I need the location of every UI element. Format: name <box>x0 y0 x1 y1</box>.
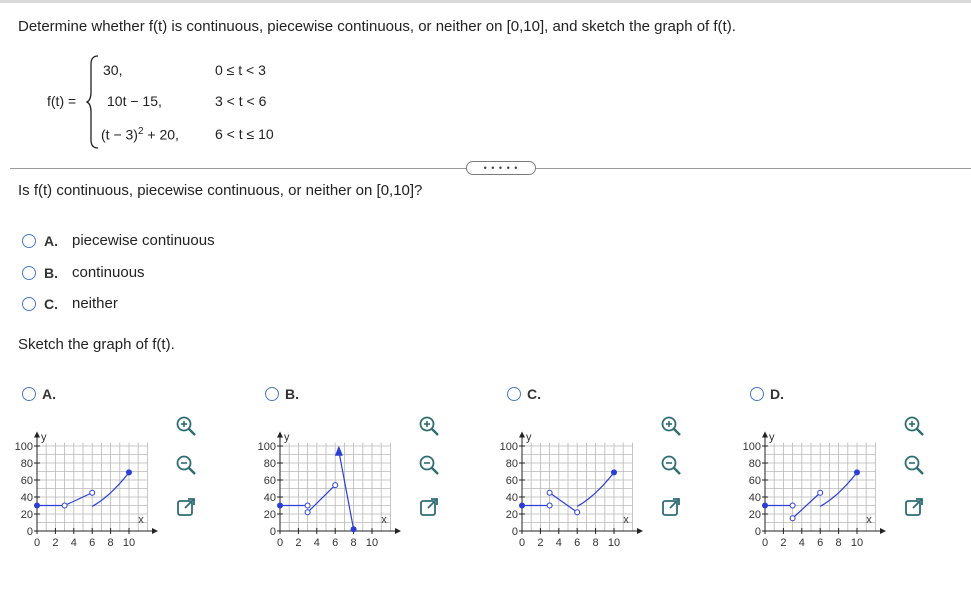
graph-d-open-new-window-icon[interactable] <box>903 496 925 518</box>
graph-d-x-tick-label: 6 <box>817 537 824 549</box>
graph-b-open-point <box>305 510 310 515</box>
graph-d-y-tick-label: 60 <box>748 475 761 487</box>
graph-choice-a-letter: A. <box>42 386 56 402</box>
graph-d-closed-point <box>762 503 768 509</box>
graph-b-zoom-out-icon[interactable] <box>418 454 440 476</box>
graph-b-closed-point <box>351 526 357 532</box>
graph-b-y-tick-label: 100 <box>257 441 276 453</box>
graph-c-y-tick-label: 0 <box>511 526 518 538</box>
graph-b-x-tick-label: 2 <box>295 537 302 549</box>
graph-c-y-tick-label: 80 <box>505 458 518 470</box>
graph-a-x-arrow-icon <box>152 528 158 534</box>
graph-c-x-tick-label: 6 <box>574 537 581 549</box>
graph-a-x-tick-label: 4 <box>70 537 77 549</box>
graph-choice-b-letter: B. <box>285 386 299 402</box>
graph-a-y-tick-label: 40 <box>20 492 33 504</box>
case-2-condition: 3 < t < 6 <box>215 93 267 109</box>
graph-choice-b[interactable] <box>265 386 325 404</box>
graph-c-open-point <box>547 503 552 508</box>
graph-b-open-point <box>333 483 338 488</box>
graph-b-open-point <box>305 503 310 508</box>
graph-d-y-tick-label: 20 <box>748 509 761 521</box>
graph-b-up-arrow-icon <box>335 446 343 456</box>
graph-choice-a-radio[interactable] <box>22 387 36 401</box>
graph-a-closed-point <box>34 503 40 509</box>
graph-c-x-tick-label: 2 <box>537 537 544 549</box>
graph-a-x-tick-label: 10 <box>122 537 136 549</box>
graph-c-open-new-window-icon[interactable] <box>660 496 682 518</box>
case-3-rest: + 20, <box>143 126 179 143</box>
case-3-base: (t − 3) <box>101 126 138 143</box>
option-b-text: continuous <box>72 264 145 281</box>
graph-c-x-tick-label: 4 <box>555 537 562 549</box>
case-1-condition: 0 ≤ t < 3 <box>215 62 266 78</box>
graph-c-open-point <box>547 490 552 495</box>
graph-a-x-tick-label: 6 <box>89 537 96 549</box>
graph-a-y-tick-label: 80 <box>20 458 33 470</box>
graph-d-zoom-in-icon[interactable] <box>903 415 925 437</box>
graph-a-y-label: y <box>41 431 47 444</box>
graph-b-y-label: y <box>284 431 290 444</box>
graph-choice-b-radio[interactable] <box>265 387 279 401</box>
graph-b <box>243 410 483 550</box>
option-b-radio[interactable] <box>22 266 36 280</box>
graph-choice-c-radio[interactable] <box>507 387 521 401</box>
graph-d-x-tick-label: 8 <box>835 537 842 549</box>
graph-b-x-label: x <box>381 514 387 526</box>
option-c-radio[interactable] <box>22 297 36 311</box>
graph-d-open-point <box>818 490 823 495</box>
graph-b-zoom-in-icon[interactable] <box>418 415 440 437</box>
graph-d-open-point <box>790 516 795 521</box>
graph-a-zoom-in-icon[interactable] <box>175 415 197 437</box>
graph-choice-a[interactable] <box>22 386 82 404</box>
graph-c <box>485 410 725 550</box>
left-brace-icon <box>86 54 102 150</box>
case-2-expression: 10t − 15, <box>107 93 162 109</box>
graph-c-y-tick-label: 20 <box>505 509 518 521</box>
graph-c-y-tick-label: 60 <box>505 475 518 487</box>
sub-question-text: Is f(t) continuous, piecewise continuous, or neither on [0,10]? <box>18 182 423 199</box>
graph-c-zoom-out-icon[interactable] <box>660 454 682 476</box>
graph-c-y-label: y <box>526 431 532 444</box>
graph-c-y-tick-label: 100 <box>499 441 518 453</box>
graph-a-x-tick-label: 2 <box>52 537 59 549</box>
graph-d-x-tick-label: 0 <box>761 537 769 549</box>
case-3-exponent: 2 <box>137 126 144 137</box>
graph-d-y-label: y <box>769 431 775 444</box>
graph-d-y-tick-label: 80 <box>748 458 761 470</box>
graph-b-x-tick-label: 4 <box>313 537 320 549</box>
graph-c-y-arrow-icon <box>519 432 525 438</box>
graph-b-closed-point <box>277 503 283 509</box>
graph-b-x-tick-label: 10 <box>365 537 379 549</box>
case-3-expression <box>101 126 179 143</box>
graph-b-y-tick-label: 20 <box>263 509 276 521</box>
graph-d-closed-point <box>854 469 860 475</box>
graph-d-y-arrow-icon <box>762 432 768 438</box>
graph-d-x-tick-label: 10 <box>850 537 864 549</box>
sketch-prompt: Sketch the graph of f(t). <box>18 336 175 353</box>
graph-d <box>728 410 968 550</box>
case-3-condition: 6 < t ≤ 10 <box>215 126 274 142</box>
graph-a-x-tick-label: 0 <box>33 537 41 549</box>
option-c-letter: C. <box>44 296 58 312</box>
graph-b-segment <box>308 485 336 512</box>
graph-d-grid <box>765 443 875 531</box>
graph-a-y-tick-label: 20 <box>20 509 33 521</box>
graph-d-y-tick-label: 40 <box>748 492 761 504</box>
case-1-expression: 30, <box>103 62 123 78</box>
graph-a-y-arrow-icon <box>34 432 40 438</box>
graph-d-x-tick-label: 4 <box>798 537 805 549</box>
graph-d-open-point <box>790 503 795 508</box>
graph-d-x-tick-label: 2 <box>780 537 787 549</box>
graph-c-closed-point <box>519 503 525 509</box>
graph-c-x-arrow-icon <box>637 528 643 534</box>
graph-c-open-point <box>575 510 580 515</box>
option-a-letter: A. <box>44 233 58 249</box>
graph-d-x-arrow-icon <box>880 528 886 534</box>
option-b[interactable] <box>22 265 262 285</box>
graph-b-y-tick-label: 0 <box>269 526 276 538</box>
graph-choice-d-radio[interactable] <box>750 387 764 401</box>
graph-b-x-arrow-icon <box>395 528 401 534</box>
show-more-button[interactable]: • • • • • <box>466 161 536 175</box>
graph-a-segment <box>65 493 93 506</box>
graph-choice-d-letter: D. <box>770 386 784 402</box>
option-c-text: neither <box>72 295 118 312</box>
option-c[interactable] <box>22 296 262 316</box>
graph-a-grid <box>37 443 147 531</box>
graph-b-x-tick-label: 0 <box>276 537 284 549</box>
graph-choice-d[interactable] <box>750 386 810 404</box>
graph-c-closed-point <box>611 469 617 475</box>
graph-choice-c-letter: C. <box>527 386 541 402</box>
option-a-text: piecewise continuous <box>72 232 215 249</box>
graph-b-x-tick-label: 6 <box>332 537 339 549</box>
graph-c-x-tick-label: 10 <box>607 537 621 549</box>
graph-b-y-arrow-icon <box>277 432 283 438</box>
graph-b-y-tick-label: 80 <box>263 458 276 470</box>
graph-a-x-tick-label: 8 <box>107 537 114 549</box>
option-a-radio[interactable] <box>22 234 36 248</box>
graph-a-zoom-out-icon[interactable] <box>175 454 197 476</box>
graph-c-x-label: x <box>623 514 629 526</box>
graph-a-y-tick-label: 0 <box>26 526 33 538</box>
graph-a-y-tick-label: 100 <box>14 441 33 453</box>
graph-d-y-tick-label: 100 <box>742 441 761 453</box>
graph-a-closed-point <box>126 469 132 475</box>
graph-a <box>0 410 240 550</box>
graph-c-zoom-in-icon[interactable] <box>660 415 682 437</box>
graph-b-y-tick-label: 40 <box>263 492 276 504</box>
top-border <box>0 0 971 3</box>
graph-c-y-tick-label: 40 <box>505 492 518 504</box>
graph-b-open-new-window-icon[interactable] <box>418 496 440 518</box>
graph-b-x-tick-label: 8 <box>350 537 357 549</box>
graph-a-open-point <box>62 503 67 508</box>
graph-d-zoom-out-icon[interactable] <box>903 454 925 476</box>
graph-c-x-tick-label: 8 <box>592 537 599 549</box>
graph-c-segment <box>550 493 578 513</box>
graph-a-y-tick-label: 60 <box>20 475 33 487</box>
question-text: Determine whether f(t) is continuous, piecewise continuous, or neither on [0,10], and sketch the graph of f(t). <box>18 18 736 35</box>
graph-d-x-label: x <box>866 514 872 526</box>
option-a[interactable] <box>22 233 262 253</box>
graph-a-open-new-window-icon[interactable] <box>175 496 197 518</box>
graph-choice-c[interactable] <box>507 386 567 404</box>
graph-c-x-tick-label: 0 <box>518 537 526 549</box>
graph-d-y-tick-label: 0 <box>754 526 761 538</box>
graph-a-x-label: x <box>138 514 144 526</box>
graph-b-y-tick-label: 60 <box>263 475 276 487</box>
graph-a-open-point <box>90 490 95 495</box>
graph-c-grid <box>522 443 632 531</box>
option-b-letter: B. <box>44 265 58 281</box>
function-label: f(t) = <box>47 93 77 109</box>
